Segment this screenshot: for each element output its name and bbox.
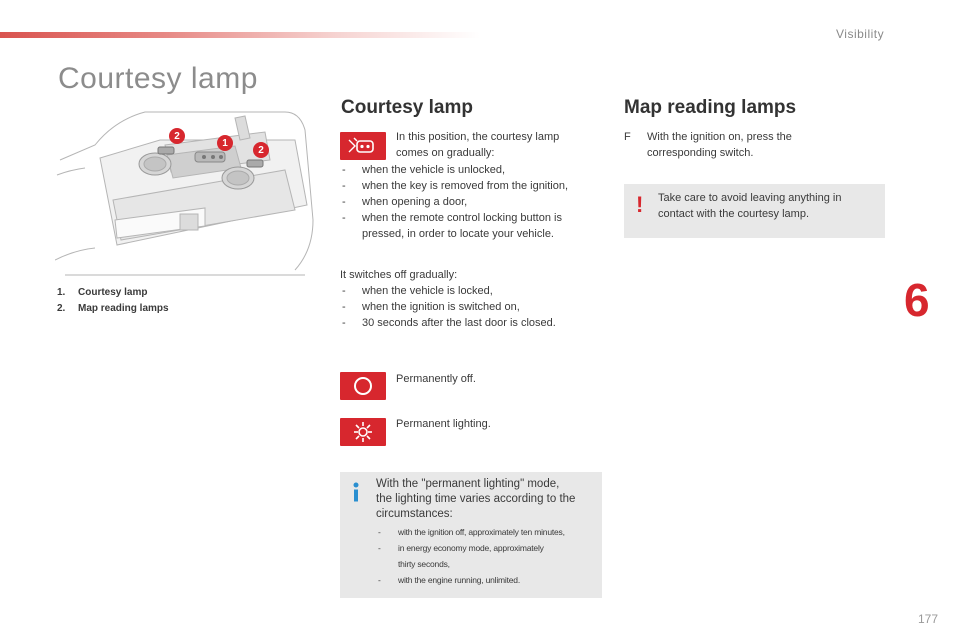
map-bullet: F xyxy=(624,131,631,143)
on-position-icon xyxy=(340,418,386,446)
ceiling-console-drawing xyxy=(55,100,315,280)
list-item: - when the vehicle is locked, xyxy=(340,283,605,299)
list-item: - when the vehicle is unlocked, xyxy=(340,162,605,178)
warning-box xyxy=(624,184,885,238)
circle-off-icon xyxy=(351,375,375,397)
page-title: Courtesy lamp xyxy=(58,62,258,95)
callout-2-right: 2 xyxy=(253,142,269,158)
info-text: With the "permanent lighting" mode, the lighting time varies according to the circumstances: xyxy=(376,478,576,520)
info-list xyxy=(376,524,604,556)
header-accent-bar xyxy=(0,32,480,38)
list-item: - when opening a door, xyxy=(340,194,605,210)
list-item: - with the ignition off, approximately ten minutes, xyxy=(376,524,604,540)
legend-item: 2. Map reading lamps xyxy=(57,303,169,314)
perm-on-text: Permanent lighting. xyxy=(396,418,491,430)
ceiling-console-illustration xyxy=(55,100,315,280)
info-list-end xyxy=(376,572,604,588)
list-item: - when the ignition is switched on, xyxy=(340,299,605,315)
chapter-number: 6 xyxy=(904,274,930,326)
map-heading: Map reading lamps xyxy=(624,97,797,118)
info-icon xyxy=(352,482,360,504)
map-text: With the ignition on, press the corresponding switch. xyxy=(647,131,792,159)
courtesy-off-list xyxy=(340,283,605,331)
off-intro: It switches off gradually: xyxy=(340,269,458,281)
light-on-icon xyxy=(350,420,376,444)
door-lamp-icon xyxy=(346,136,380,156)
list-item: - in energy economy mode, approximately xyxy=(376,540,604,556)
list-item: - with the engine running, unlimited. xyxy=(376,572,604,588)
info-box xyxy=(340,472,602,598)
section-name: Visibility xyxy=(836,27,885,41)
list-item: - when the remote control locking button is xyxy=(340,210,605,226)
list-item: - when the key is removed from the ignition, xyxy=(340,178,605,194)
off-position-icon xyxy=(340,372,386,400)
figure-legend xyxy=(57,285,169,317)
callout-2-left: 2 xyxy=(169,128,185,144)
courtesy-on-list xyxy=(340,162,605,226)
list-item: - 30 seconds after the last door is closed. xyxy=(340,315,605,331)
callout-1: 1 xyxy=(217,135,233,151)
list-item-continuation: thirty seconds, xyxy=(398,559,450,569)
list-item-continuation: pressed, in order to locate your vehicle. xyxy=(362,228,554,240)
warning-text: Take care to avoid leaving anything in contact with the courtesy lamp. xyxy=(658,192,842,220)
door-position-icon xyxy=(340,132,386,160)
page-number: 177 xyxy=(918,612,939,626)
perm-off-text: Permanently off. xyxy=(396,373,476,385)
courtesy-intro: In this position, the courtesy lamp comes on gradually: xyxy=(396,131,560,159)
legend-item: 1. Courtesy lamp xyxy=(57,287,148,298)
courtesy-heading: Courtesy lamp xyxy=(341,97,473,118)
warning-icon: ! xyxy=(636,192,644,217)
